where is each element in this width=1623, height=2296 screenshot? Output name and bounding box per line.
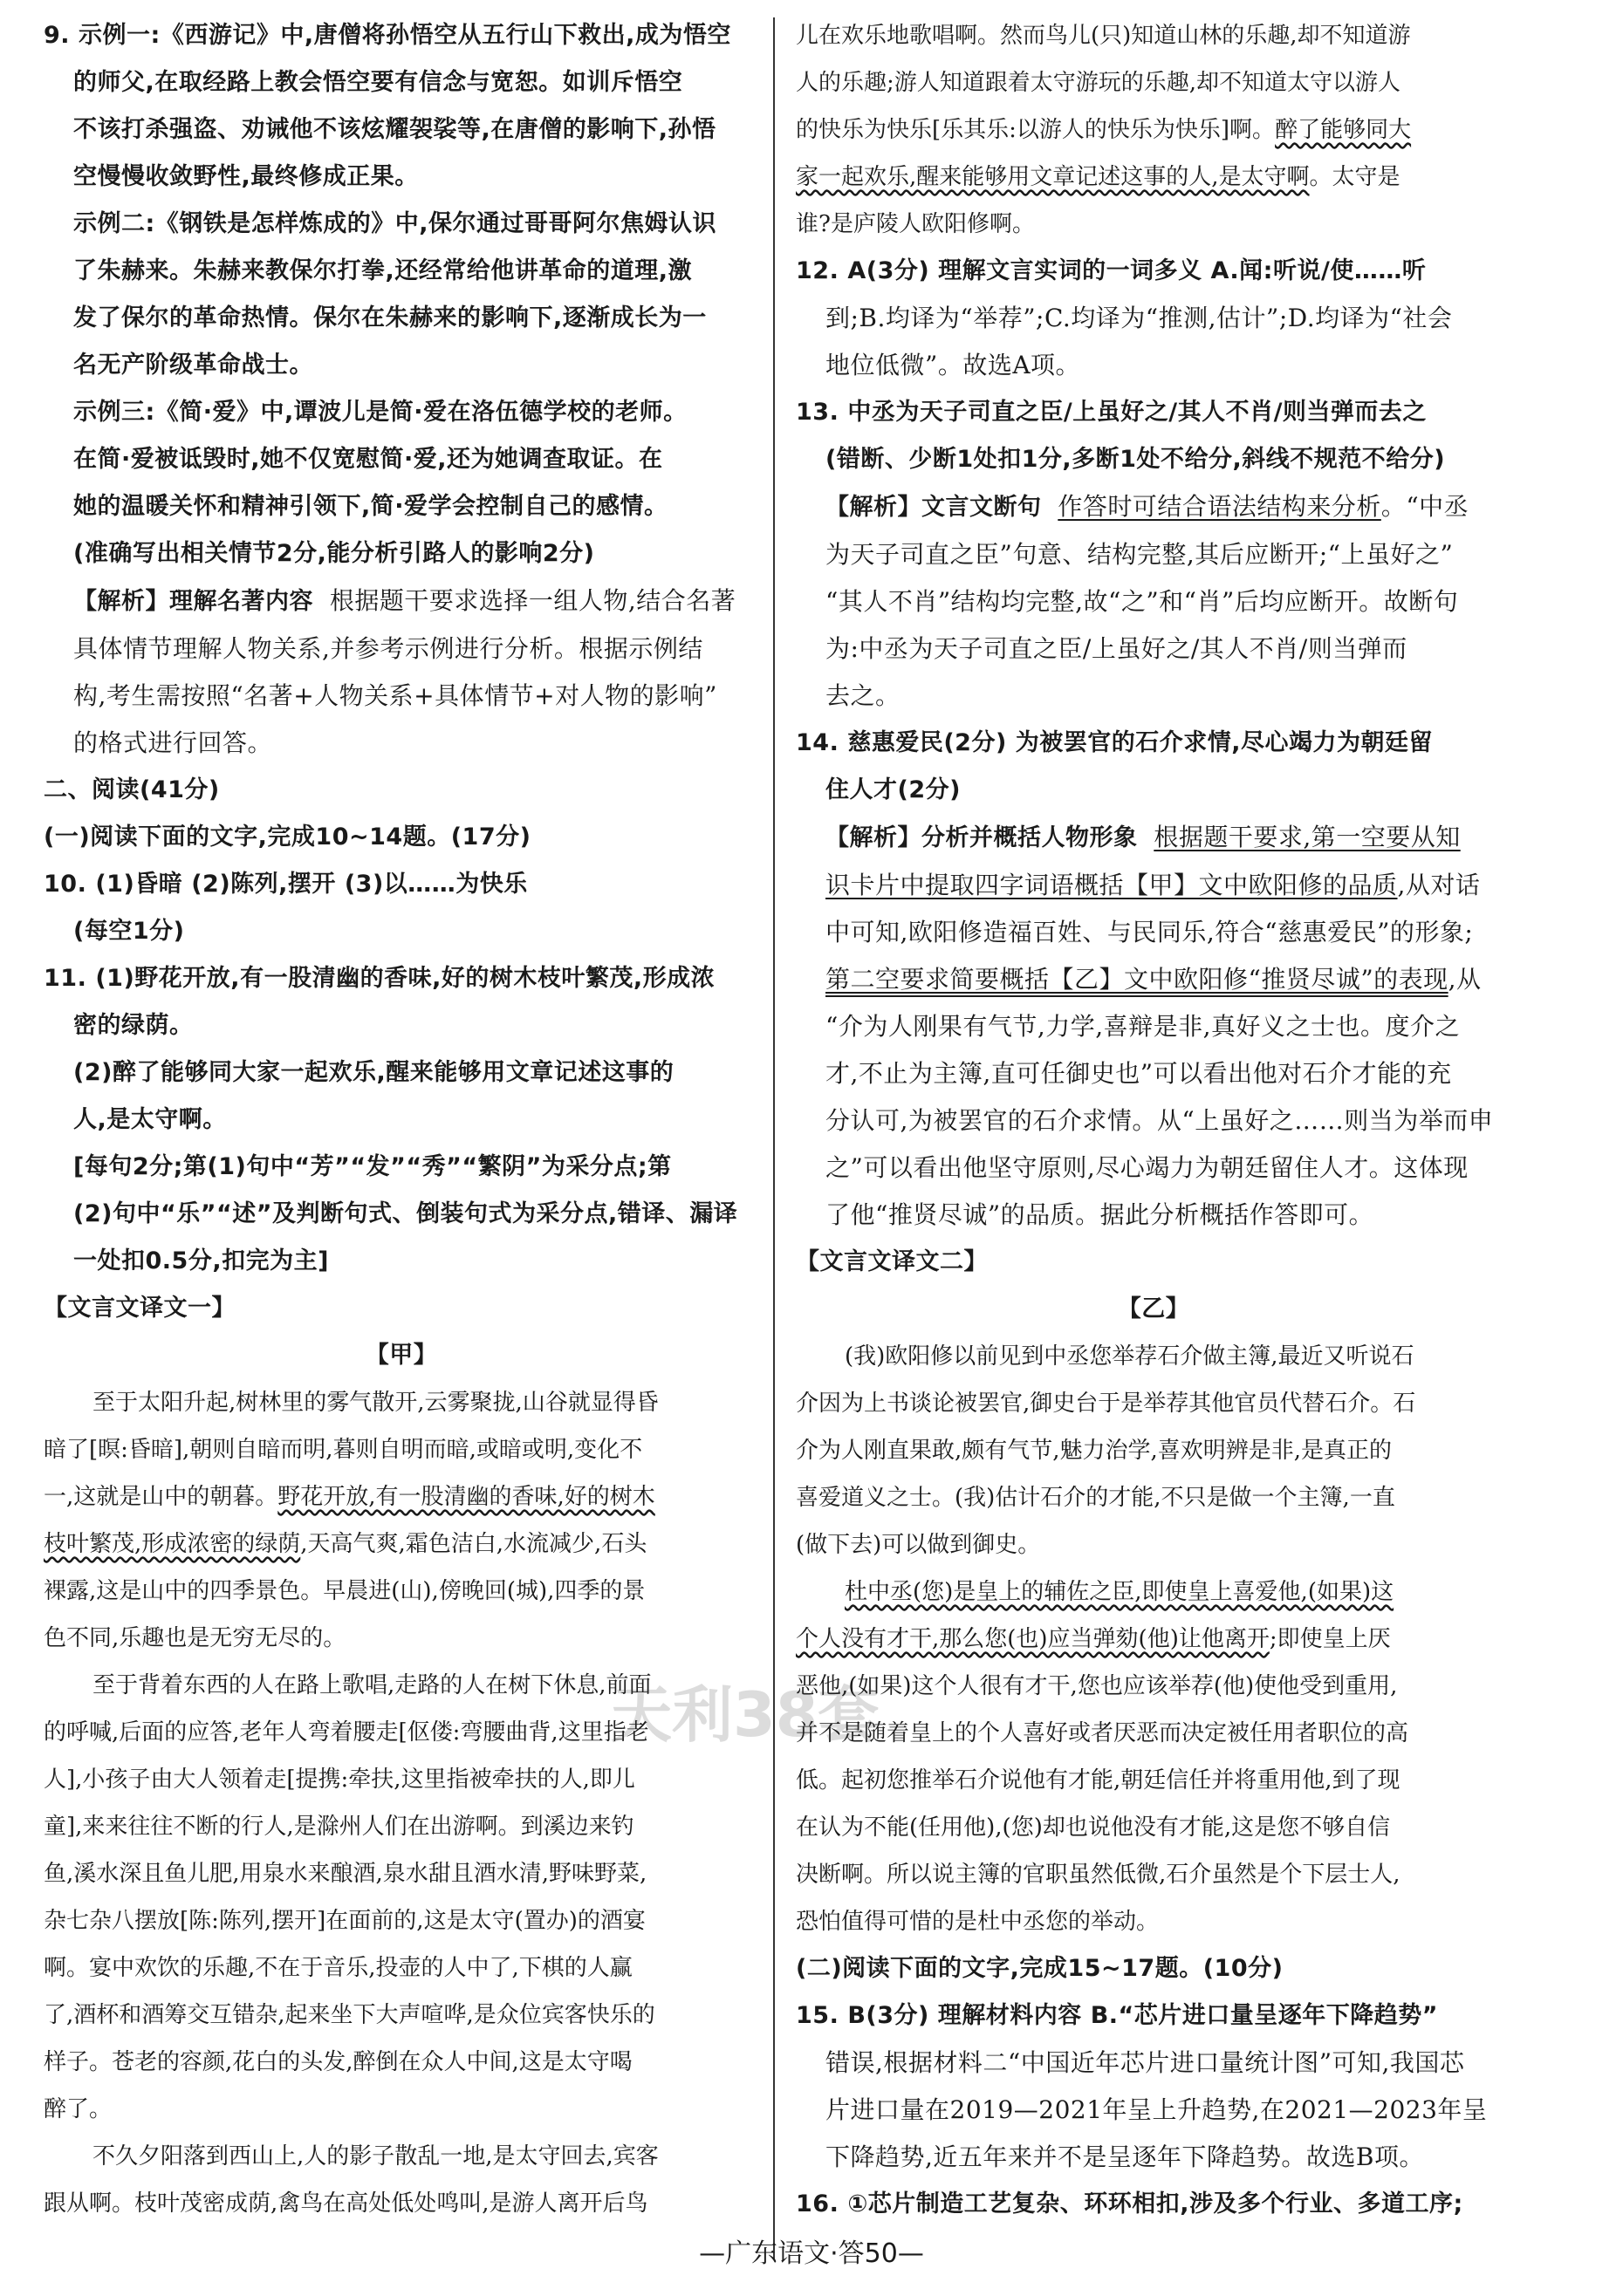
translation-one: 【文言文译文一】 【甲】 至于太阳升起,树林里的雾气散开,云雾聚拢,山谷就显得昏 暗了[暝:昏暗],朝则自暗而明,暮则自明而暗,或暗或明,变化不 一,这就是山中的朝暮。野花开放,有一股清幽的香味,好的树木 枝叶繁茂,形成浓密的绿荫,天高气爽,霜色洁白,水流减少,石头 裸露,这是山中的四季景色。早晨进(山),傍晚回(城),四季的景 色不同,乐趣也是无穷无尽的。 至于背着东西的人在路上歌唱,走路的人在树下休息,前面 的呼喊,后面的应答,老年人弯着腰走[伛偻:弯腰曲背,这里指老 人],小孩子由大人领着走[提携:牵扶,这里指被牵扶的人,即儿 童],来来往往不断的行人,是滁州人们在出游啊。到溪边来钓 鱼,溪水深且鱼儿肥,用泉水来酿酒,泉水甜且酒水清,野味野菜, 杂七杂八摆放[陈:陈列,摆开]在面前的,这是太守(置办)的酒宴 啊。宴中欢饮的乐趣,不在于音乐,投壶的人中了,下棋的人赢 了,酒杯和酒筹交互错杂,起来坐下大声喧哗,是众位宾客快乐的 样子。苍老的容颜,花白的头发,醉倒在众人中间,这是太守喝 醉了。 不久夕阳落到西山上,人的影子散乱一地,是太守回去,宾客 跟从啊。枝叶茂密成荫,禽鸟在高处低处鸣叫,是游人离开后鸟 <box>44 1285 759 2227</box>
underlined-phrase: 根据题干要求,第一空要从知 <box>1154 823 1461 851</box>
question-12: 12. A(3分) 理解文言实词的一词多义 A.闻:听说/使……听 到;B.均译为“举荐”;C.均译为“推测,估计”;D.均译为“社会 地位低微”。故选A项。 <box>796 257 1453 379</box>
column-divider <box>773 17 775 2259</box>
underlined-phrase: 野花开放,有一股清幽的香味,好的树木 <box>277 1484 655 1510</box>
translation-two: 【文言文译文二】 【乙】 (我)欧阳修以前见到中丞您举荐石介做主簿,最近又听说石 介因为上书谈论被罢官,御史台于是举荐其他官员代替石介。石 介为人刚直果敢,颇有气节,魅力治学,喜欢明辨是非,是真正的 喜爱道义之士。(我)估计石介的才能,不只是做一个主簿,一直 (做下去)可以做到御史。 杜中丞(您)是皇上的辅佐之臣,即使皇上喜爱他,(如果)这 个人没有才干,那么您(也)应当弹劾(他)让他离开;即使皇上厌 恶他,(如果)这个人很有才干,您也应该举荐(他)使他受到重用, 并不是随着皇上的个人喜好或者厌恶而决定被任用者职位的高 低。起初您推举石介说他有才能,朝廷信任并将重用他,到了现 在认为不能(任用他),(您)却也说他没有才能,这是您不够自信 决断啊。所以说主簿的官职虽然低微,石介虽然是个下层士人, 恐怕值得可惜的是杜中丞您的举动。 <box>796 1239 1511 1945</box>
analysis-9: 【解析】理解名著内容 根据题干要求选择一组人物,结合名著 <box>73 586 736 615</box>
subsection-heading-2: (二)阅读下面的文字,完成15~17题。(10分) <box>796 1955 1284 1982</box>
question-15: 15. B(3分) 理解材料内容 B.“芯片进口量呈逐年下降趋势” 错误,根据材料二“中国近年芯片进口量统计图”可知,我国芯 片进口量在2019—2021年呈上升趋势,在2021—2023年呈 下降趋势,近五年来并不是呈逐年下降趋势。故选B项。 <box>796 2002 1488 2171</box>
right-column <box>796 12 1511 2228</box>
underlined-phrase: 家一起欢乐,醒来能够用文章记述这事的人,是太守啊 <box>796 164 1310 190</box>
left-column <box>44 12 759 2227</box>
question-11: 11. (1)野花开放,有一股清幽的香味,好的树木枝叶繁茂,形成浓 密的绿荫。 (2)醉了能够同大家一起欢乐,醒来能够用文章记述这事的 人,是太守啊。 [每句2分;第(1)句中“芳”“发”“秀”“繁阴”为采分点;第 (2)句中“乐”“述”及判断句式、倒装句式为采分点,错译、漏译 一处扣0.5分,扣完为主] <box>44 965 738 1274</box>
question-13: 13. 中丞为天子司直之臣/上虽好之/其人不肖/则当弹而去之 (错断、少断1处扣1分,多断1处不给分,斜线不规范不给分) 【解析】文言文断句 作答时可结合语法结构来分析。“中丞 为天子司直之臣”句意、结构完整,其后应断开;“上虽好之” “其人不肖”结构均完整,故“之”和“肖”后均应断开。故断句 为:中丞为天子司直之臣/上虽好之/其人不肖/则当弹而 去之。 <box>796 399 1469 710</box>
translation-yi-heading: 【乙】 <box>1117 1295 1190 1322</box>
translation-two-heading: 【文言文译文二】 <box>796 1248 988 1275</box>
question-14: 14. 慈惠爱民(2分) 为被罢官的石介求情,尽心竭力为朝廷留 住人才(2分) 【解析】分析并概括人物形象 根据题干要求,第一空要从知 识卡片中提取四字词语概括【甲】文中欧阳修的品质,从对话 中可知,欧阳修造福百姓、与民同乐,符合“慈惠爱民”的形象; 第二空要求简要概括【乙】文中欧阳修“推贤尽诚”的表现,从 “介为人刚果有气节,力学,喜辩是非,真好义之士也。度介之 才,不止为主簿,直可任御史也”可以看出他对石介才能的充 分认可,为被罢官的石介求情。从“上虽好之……则当为举而申 之”可以看出他坚守原则,尽心竭力为朝廷留住人才。这体现 了他“推贤尽诚”的品质。据此分析概括作答即可。 <box>796 729 1494 1229</box>
double-underlined-phrase: 第二空要求简要概括【乙】文中欧阳修“推贤尽诚”的表现 <box>825 965 1448 994</box>
question-10: 10. (1)昏暗 (2)陈列,摆开 (3)以……为快乐 (每空1分) <box>44 871 528 945</box>
question-9: 9. 示例一:《西游记》中,唐僧将孙悟空从五行山下救出,成为悟空 的师父,在取经路上教会悟空要有信念与宽恕。如训斥悟空 不该打杀强盗、劝诫他不该炫耀袈裟等,在唐僧的影响下,孙悟 空慢慢收敛野性,最终修成正果。 示例二:《钢铁是怎样炼成的》中,保尔通过哥哥阿尔焦姆认识 了朱赫来。朱赫来教保尔打拳,还经常给他讲革命的道理,激 发了保尔的革命热情。保尔在朱赫来的影响下,逐渐成长为一 名无产阶级革命战士。 示例三:《简·爱》中,谭波儿是简·爱在洛伍德学校的老师。 在简·爱被诋毁时,她不仅宽慰简·爱,还为她调查取证。在 她的温暖关怀和精神引领下,简·爱学会控制自己的感情。 (准确写出相关情节2分,能分析引路人的影响2分) 【解析】理解名著内容 根据题干要求选择一组人物,结合名著 具体情节理解人物关系,并参考示例进行分析。根据示例结 构,考生需按照“名著+人物关系+具体情节+对人物的影响” 的格式进行回答。 <box>44 12 759 767</box>
underlined-phrase: 识卡片中提取四字词语概括【甲】文中欧阳修的品质 <box>825 871 1398 899</box>
translation-one-heading: 【文言文译文一】 <box>44 1295 236 1322</box>
page-footer: —广东语文·答50— <box>699 2238 924 2269</box>
watermark-logo <box>593 1640 890 1780</box>
watermark-text: 天利38套 <box>611 1679 880 1751</box>
underlined-phrase: 杜中丞(您)是皇上的辅佐之臣,即使皇上喜爱他,(如果)这 <box>845 1579 1394 1605</box>
translation-one-continued: 儿在欢乐地歌唱啊。然而鸟儿(只)知道山林的乐趣,却不知道游 人的乐趣;游人知道跟着太守游玩的乐趣,却不知道太守以游人 的快乐为快乐[乐其乐:以游人的快乐为快乐]啊。醉了能够同大 家一起欢乐,醒来能够用文章记述这事的人,是太守啊。太守是 谁?是庐陵人欧阳修啊。 <box>796 23 1412 237</box>
underlined-phrase: 作答时可结合语法结构来分析 <box>1058 492 1381 521</box>
section-heading-reading: 二、阅读(41分) <box>44 776 220 803</box>
subsection-heading-1: (一)阅读下面的文字,完成10~14题。(17分) <box>44 823 531 851</box>
underlined-phrase: 个人没有才干,那么您(也)应当弹劾(他)让他离开 <box>796 1626 1270 1652</box>
underlined-phrase: 枝叶繁茂,形成浓密的绿荫 <box>44 1531 301 1557</box>
translation-jia-heading: 【甲】 <box>365 1342 438 1369</box>
question-16: 16. ①芯片制造工艺复杂、环环相扣,涉及多个行业、多道工序; <box>796 2190 1463 2217</box>
underlined-phrase: 醉了能够同大 <box>1275 117 1412 143</box>
